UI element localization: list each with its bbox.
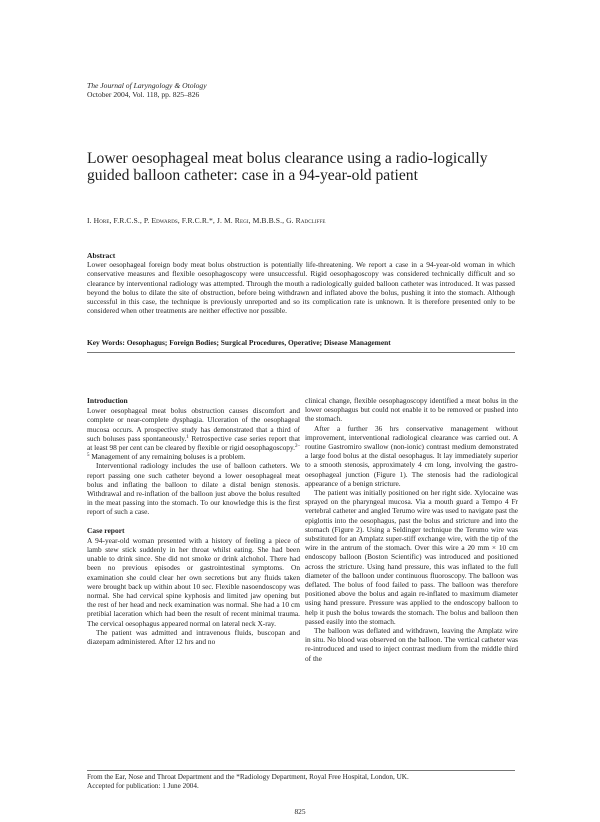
right-paragraph-1: clinical change, flexible oesophagoscopy identified a meat bolus in the lower oesophagus but could not enable it to be removed or pushed into the stomach.	[305, 396, 518, 424]
right-paragraph-3: The patient was initially positioned on her right side. Xylocaine was sprayed on the pharyngeal mucosa. Via a mouth guard a Tempo 4 Fr vertebral catheter and angled Terumo wire was used to navigate past the epiglottis into the oesophagus, past the bolus and stricture and into the stomach (Figure 2). Using a Seldinger technique the Terumo wire was substituted for an Amplatz super-stiff exchange wire, with the tip of the wire in the antrum of the stomach. Over this wire a 20 mm × 10 cm endoscopy balloon (Boston Scientific) was introduced and positioned across the stricture. Using hand pressure, this was inflated to the full diameter of the balloon under continuous fluoroscopy. The balloon was deflated. The bolus of food failed to pass. The balloon was therefore positioned above the bolus and again re-inflated to maximum diameter using hand pressure. Pressure was applied to the endoscopy balloon to help it push the bolus towards the stomach. The bolus and balloon then passed easily into the stomach.	[305, 488, 518, 626]
abstract-heading: Abstract	[87, 251, 116, 260]
article-title: Lower oesophageal meat bolus clearance using a radio-logically guided balloon catheter: case in a 94-year-old patient	[87, 150, 488, 184]
keywords: Key Words: Oesophagus; Foreign Bodies; Surgical Procedures, Operative; Disease Management	[87, 338, 391, 347]
abstract-text: Lower oesophageal foreign body meat bolus obstruction is potentially life-threatening. We report a case in a 94-year-old woman in which conservative measures and flexible oesophagoscopy were unsuccessful. Rigid oesophagoscopy was considered technically difficult and so clearance by interventional radiology was attempted. Through the mouth a radiologically guided balloon catheter was introduced. It was passed beyond the bolus to dilate the site of obstruction, before being withdrawn and inflated above the bolus, pushing it into the stomach. Although successful in this case, the technique is previously unreported and so its complication rate is unknown. It is therefore presented only to be considered when other treatments are neither effective nor possible.	[87, 260, 515, 316]
left-column	[87, 396, 300, 646]
journal-issue: October 2004, Vol. 118, pp. 825–826	[87, 90, 200, 100]
intro-paragraph-1: Lower oesophageal meat bolus obstruction causes discomfort and complete or near-complete dysphagia. Ulceration of the oesophageal mucosa occurs. A prospective study has demonstrated that a third of such boluses pass spontaneously.$^1$ Retrospective case series report that at least 98 per cent can be cleared by flexible or rigid oesophagoscopy.$^{2-5}$ Management of any remaining boluses is a problem.	[87, 406, 300, 462]
right-paragraph-4: The balloon was deflated and withdrawn, leaving the Amplatz wire in situ. No blood was observed on the balloon. The vertical catheter was re-introduced and used to inject contrast medium from the middle third of the	[305, 626, 518, 663]
right-column	[305, 396, 518, 663]
introduction-heading: Introduction	[87, 396, 128, 405]
footnote	[87, 773, 515, 791]
abstract-section	[87, 251, 515, 315]
right-paragraph-2: After a further 36 hrs conservative management without improvement, interventional radiological clearance was carried out. A routine Gastromiro swallow (non-ionic) contrast medium demonstrated a large food bolus at the distal oesophagus. It lay immediately superior to a smooth stenosis, approximately 4 cm long, involving the gastro-oesophageal junction (Figure 1). The stenosis had the radiological appearance of a benign stricture.	[305, 423, 518, 488]
affiliation: From the Ear, Nose and Throat Department and the *Radiology Department, Royal Free Hospital, London, UK.	[87, 773, 409, 781]
accepted-date: Accepted for publication: 1 June 2004.	[87, 782, 199, 790]
citation-ref: 2–5	[87, 444, 300, 459]
author-list: I. Hore, F.R.C.S., P. Edwards, F.R.C.R.*, J. M. Regi, M.B.B.S., G. Radcliffe	[87, 216, 326, 225]
case-paragraph-2: The patient was admitted and intravenous fluids, buscopan and diazepam administered. After 12 hrs and no	[87, 627, 300, 647]
journal-name: The Journal of Laryngology & Otology	[87, 81, 207, 90]
page-number: 825	[294, 807, 306, 816]
citation-ref: 1	[186, 434, 189, 440]
case-paragraph-1: A 94-year-old woman presented with a history of feeling a piece of lamb stew stick suddenly in her throat whilst eating. She had been unable to drink since. She did not smoke or drink alchohol. There had been no previous episodes or gastrointestinal symptoms. On examination she could clear her own secretions but any fluids taken were brought back up within about 10 sec. Flexible nasoendoscopy was normal. She had cervical spine kyphosis and limited jaw opening but the rest of her head and neck examination was normal. She had a 10 cm pretibial laceration which had been the result of recent minimal trauma. The cervical oesophagus appeared normal on lateral neck X-ray.	[87, 535, 300, 628]
section-divider	[87, 352, 515, 353]
footnote-divider	[87, 770, 515, 771]
intro-paragraph-2: Interventional radiology includes the use of balloon catheters. We report passing one such catheter beyond a lower oesophageal meat bolus and inflating the balloon to dilate a distal benign stenosis. Withdrawal and re-inflation of the balloon just above the bolus resulted in the meat passing into the stomach. To our knowledge this is the first report of such a case.	[87, 461, 300, 517]
case-report-heading: Case report	[87, 525, 125, 535]
journal-header	[87, 81, 207, 100]
